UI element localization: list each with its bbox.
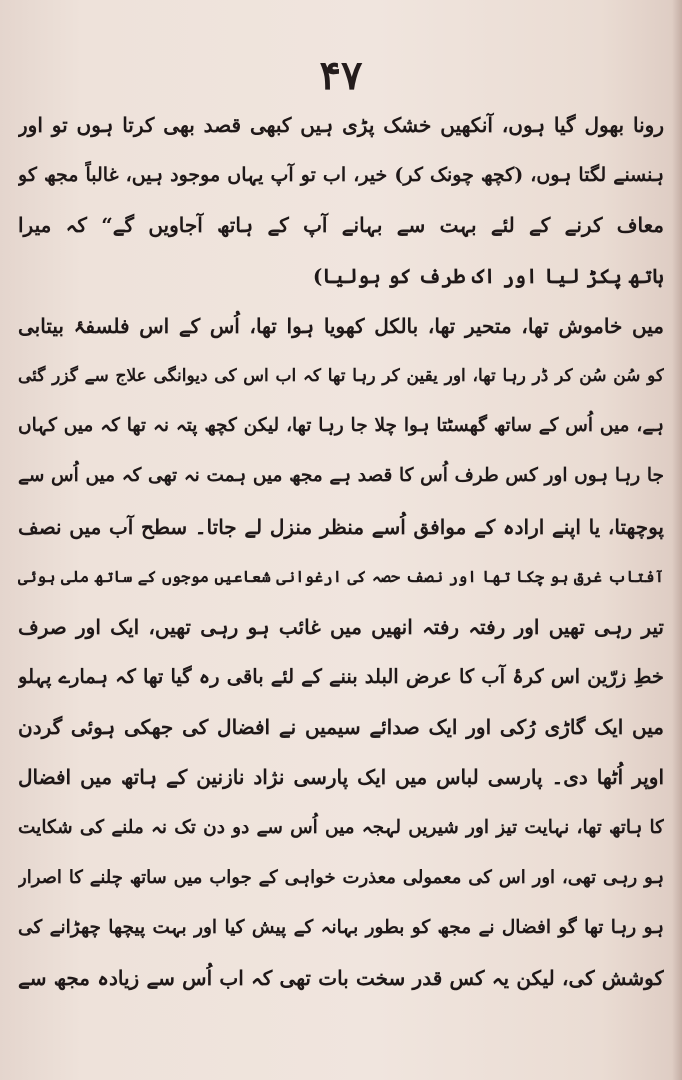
text-line: معاف کرنے کے لئے بہت سے بہانے آپ کے ہاتھ آجاویں گے“ کہ میرا [18, 213, 664, 238]
page-edge-shadow [672, 0, 682, 1080]
text-line: ہے، میں اُس کے ساتھ گھسٹتا ہوا چلا جا رہا تھا، لیکن کچھ پتہ نہ تھا کہ میں کہاں [18, 415, 664, 437]
text-line: میں خاموش تھا، متحیر تھا، بالکل کھویا ہوا تھا، اُس کے اس فلسفۂ بیتابی [18, 313, 664, 338]
text-line: کو سُن سُن کر ڈر رہا تھا، اور یقین کر رہا تھا کہ اب اس کی دیوانگی علاج سے گزر گئی [18, 365, 664, 386]
text-line: کا ہاتھ تھا، نہایت تیز اور شیریں لہجہ میں اُس سے دو دن تک نہ ملنے کی شکایت [18, 816, 664, 838]
text-line: جا رہا ہوں اور کس طرف اُس کا قصد ہے مجھ میں ہمت نہ تھی کہ میں اُس سے [18, 465, 664, 487]
text-line: ہو رہا تھا گو افضال نے مجھ کو بطور بہانہ کے پیش کیا اور بہت پیچھا چھڑانے کی [18, 917, 664, 938]
text-line: آفتاب غرق ہو چکا تھا اور نصف حصہ کی ارغوانی شعاعیں موجوں کے ساتھ ملی ہوئی [18, 566, 664, 586]
text-line: ہو رہی تھی، اور اس کی معمولی معذرت خواہی کے جواب میں ساتھ چلنے کا اصرار [18, 866, 664, 888]
body-text [18, 100, 664, 1003]
text-line: میں ایک گاڑی رُکی اور ایک صدائے سیمیں نے افضال کی جھکی ہوئی گردن [18, 715, 664, 740]
page-number: ۴۷ [319, 52, 363, 99]
text-line: رونا بھول گیا ہوں، آنکھیں خشک پڑی ہیں کبھی قصد بھی کرتا ہوں تو اور [18, 113, 664, 137]
text-line: کوشش کی، لیکن یہ کس قدر سخت بات تھی کہ اب اُس سے زیادہ مجھ سے [18, 966, 664, 991]
text-line: ہاتھ پکڑ لیا اور اک طرف کو ہولیا) [312, 263, 664, 288]
text-line: ہنسنے لگتا ہوں، (کچھ چونک کر) خیر، اب تو آپ یہاں موجود ہیں، غالباً مجھ کو [18, 164, 664, 187]
text-line: پوچھتا، یا اپنے ارادہ کے موافق اُسے منظر منزل لے جاتا۔ سطح آب میں نصف [18, 514, 664, 539]
text-line: اوپر اُٹھا دی۔ پارسی لباس میں ایک پارسی نژاد نازنین کے ہاتھ میں افضال [18, 765, 664, 790]
text-line: خطِ زرّین اس کرۂ آب کا عرض البلد بننے کے لئے باقی رہ گیا تھا کہ ہمارے پہلو [18, 665, 664, 689]
text-line: تیر رہی تھیں اور رفتہ رفتہ انھیں میں غائب ہو رہی تھیں، ایک اور صرف [18, 614, 664, 639]
